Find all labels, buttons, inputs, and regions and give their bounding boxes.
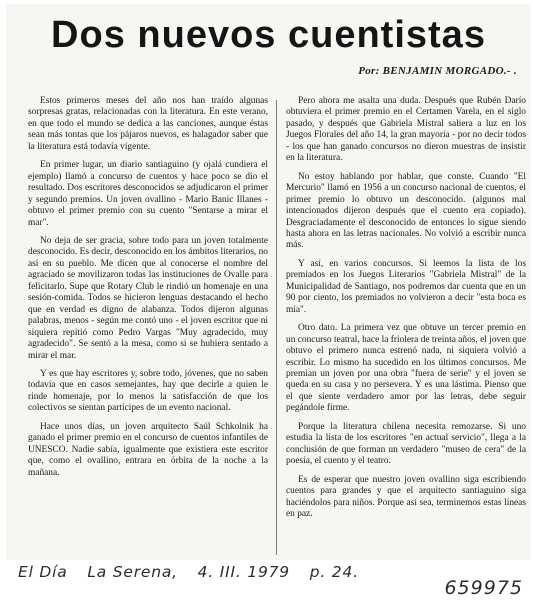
paragraph: Y así, en varios concursos. Si leemos la lista de los premiados en los Juegos Literarios "Gabriela Mistral" de la Municipalidad de Santiago, nos podremos dar cuenta que en un 90 por ciento, los premiados no volvieron a decir "esta boca es mía". [286, 258, 526, 315]
handwritten-source-note [18, 563, 373, 581]
source-date: 4. III. 1979 [197, 563, 290, 581]
paragraph: Otro dato. La primera vez que obtuve un tercer premio en un concurso teatral, hace la friolera de treinta años, el joven que obtuvo el primero nunca estrenó nada, ni siquiera volvió a escribir. Lo mismo ha sucedido en los últimos concursos. Me premian un joven por una obra "fuera de serie" y el joven se queda en su casa y no persevera. Y es una lástima. Pienso que el que siente verdadero amor por las letras, debe seguir pegándole firme. [286, 323, 526, 414]
paragraph: Porque la literatura chilena necesita remozarse. Si uno estudia la lista de los escritores "en actual servicio", llega a la conclusión de que forman un verdadero "museo de cera" de la poesía, el cuento y el teatro. [286, 421, 526, 467]
article-headline: Dos nuevos cuentistas [51, 14, 486, 56]
left-column [28, 96, 268, 486]
right-column [286, 96, 526, 527]
paragraph: Hace unos días, un joven arquitecto Saúl Schkolnik ha ganado el primer premio en el concurso de cuentos infantiles de UNESCO. Nadie sabía, igualmente que existiera este escritor que, como el ovallino, entrara en órbita de la noche a la mañana. [28, 421, 268, 478]
archive-reference-number: 659975 [444, 577, 523, 599]
paragraph: Estos primeros meses del año nos han traído algunas sorpresas gratas, relacionadas con la literatura. En este verano, en que todo el mundo se dedica a las canciones, aunque éstas sean más tontas que los pájaros nuevos, es halagador saber que la literatura está todavía vigente. [28, 96, 268, 152]
article-byline: Por: BENJAMIN MORGADO.- . [358, 65, 517, 77]
source-page: p. 24. [309, 563, 359, 581]
source-city: La Serena, [87, 563, 178, 581]
source-newspaper: El Día [18, 563, 68, 581]
column-divider [276, 100, 277, 555]
newspaper-clipping [6, 4, 531, 560]
paragraph: En primer lugar, un diario santiaguino (y ojalá cundiera el ejemplo) llamó a concurso de cuentos y hace poco se dio el resultado. Dos escritores desconocidos se adjudicaron el primer y segundo premios. Un joven ovallino - Mario Banic Illanes - obtuvo el primer premio con su cuento "Sentarse a mirar el mar". [28, 160, 268, 228]
paragraph: No deja de ser gracia, sobre todo para un joven totalmente desconocido. Es decir, desconocido en los ámbitos literarios, no así en su pueblo. Me dicen que al conocerse el nombre del agraciado se movilizaron todas las instituciones de Ovalle para felicitarlo. Supe que Rotary Club le rindió un homenaje en una sesión-comida. Todos se hicieron lenguas destacando el hecho que en verdad es digno de alabanza. Todos dijeron algunas palabras, menos - según me contó uno - el joven escritor que ni siquiera repitió como Pedro Vargas "Muy agradecido, muy agradecido". Se sentó a la mesa, como si se hubiera sentado a mirar el mar. [28, 235, 268, 361]
paragraph: Y es que hay escritores y, sobre todo, jóvenes, que no saben todavía que en casos semejantes, hay que decirle a quien le rinde homenaje, por lo menos la satisfacción de que los colectivos se sientan partícipes de un evento nacional. [28, 368, 268, 414]
paragraph: Es de esperar que nuestro joven ovallino siga escribiendo cuentos para grandes y que el arquitecto santiaguino siga haciéndolos para niños. Porque así sea, terminemos estas líneas en paz. [286, 474, 526, 519]
paragraph: Pero ahora me asalta una duda. Después que Rubén Darío obtuviera el primer premio en el Certamen Varela, en el siglo pasado, y después que Gabriela Mistral saliera a luz en los Juegos Florales del año 14, la gran mayoría - por no decir todos - los que han ganado concursos no dieron muestras de insistir en la literatura. [286, 96, 526, 164]
paragraph: No estoy hablando por hablar, que conste. Cuando "El Mercurio" llamó en 1956 a un concurso nacional de cuentos, el primer premio lo obtuvo un desconocido. (algunos mal intencionados dijeron después que el cuento era copiado). Desgraciadamente el desconocido de entonces lo sigue siendo hasta ahora en las letras nacionales. No volvió a escribir nunca más. [286, 171, 526, 251]
